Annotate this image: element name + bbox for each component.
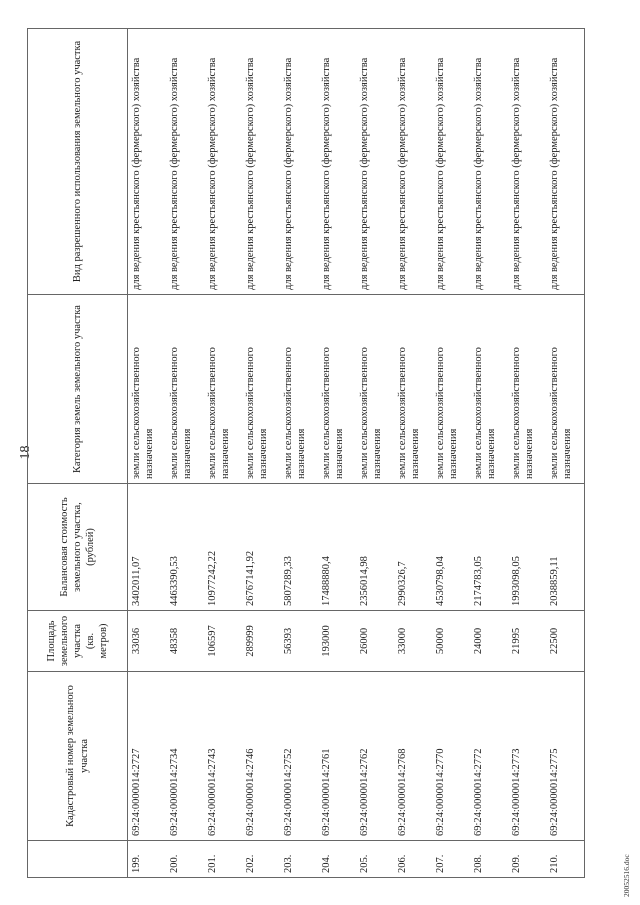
- permitted-use: для ведения крестьянского (фермерского) хозяйства: [280, 29, 318, 295]
- plot-area: 193000: [318, 611, 356, 672]
- row-number: 209.: [508, 841, 546, 878]
- cadastral-number: 69:24:0000014:2772: [470, 672, 508, 841]
- table-row: [280, 29, 318, 878]
- table-row: [546, 29, 585, 878]
- permitted-use: для ведения крестьянского (фермерского) хозяйства: [356, 29, 394, 295]
- table-row: [470, 29, 508, 878]
- cadastral-number: 69:24:0000014:2752: [280, 672, 318, 841]
- permitted-use: для ведения крестьянского (фермерского) хозяйства: [432, 29, 470, 295]
- header-land-category: Категория земель земельного участка: [28, 295, 128, 484]
- row-number: 206.: [394, 841, 432, 878]
- balance-cost: 26767141,92: [242, 484, 280, 611]
- land-category: земли сельскохозяйственного назначения: [128, 295, 167, 484]
- land-category: земли сельскохозяйственного назначения: [546, 295, 585, 484]
- header-balance-cost: Балансовая стоимость земельного участка, (рублей): [28, 484, 128, 611]
- cadastral-number: 69:24:0000014:2762: [356, 672, 394, 841]
- document-filename: 20052516.doc: [622, 854, 631, 897]
- land-category: земли сельскохозяйственного назначения: [204, 295, 242, 484]
- row-number: 208.: [470, 841, 508, 878]
- plot-area: 289999: [242, 611, 280, 672]
- row-number: 203.: [280, 841, 318, 878]
- balance-cost: 2038859,11: [546, 484, 585, 611]
- row-number: 204.: [318, 841, 356, 878]
- plot-area: 22500: [546, 611, 585, 672]
- row-number: 205.: [356, 841, 394, 878]
- plot-area: 106597: [204, 611, 242, 672]
- table-row: [508, 29, 546, 878]
- plot-area: 21995: [508, 611, 546, 672]
- land-category: земли сельскохозяйственного назначения: [394, 295, 432, 484]
- table-row: [432, 29, 470, 878]
- land-category: земли сельскохозяйственного назначения: [356, 295, 394, 484]
- land-category: земли сельскохозяйственного назначения: [166, 295, 204, 484]
- land-category: земли сельскохозяйственного назначения: [508, 295, 546, 484]
- row-number: 200.: [166, 841, 204, 878]
- plot-area: 33000: [394, 611, 432, 672]
- plot-area: 26000: [356, 611, 394, 672]
- balance-cost: 5807289,33: [280, 484, 318, 611]
- permitted-use: для ведения крестьянского (фермерского) хозяйства: [546, 29, 585, 295]
- cadastral-number: 69:24:0000014:2761: [318, 672, 356, 841]
- table-row: [166, 29, 204, 878]
- cadastral-number: 69:24:0000014:2743: [204, 672, 242, 841]
- table-row: [204, 29, 242, 878]
- land-category: земли сельскохозяйственного назначения: [470, 295, 508, 484]
- land-category: земли сельскохозяйственного назначения: [318, 295, 356, 484]
- cadastral-number: 69:24:0000014:2770: [432, 672, 470, 841]
- plot-area: 50000: [432, 611, 470, 672]
- cadastral-number: 69:24:0000014:2775: [546, 672, 585, 841]
- land-category: земли сельскохозяйственного назначения: [432, 295, 470, 484]
- header-area: Площадь земельного участка (кв. метров): [28, 611, 128, 672]
- balance-cost: 10977242,22: [204, 484, 242, 611]
- row-number: 210.: [546, 841, 585, 878]
- balance-cost: 4530798,04: [432, 484, 470, 611]
- table-row: [242, 29, 280, 878]
- cadastral-number: 69:24:0000014:2746: [242, 672, 280, 841]
- row-number: 207.: [432, 841, 470, 878]
- row-number: 199.: [128, 841, 167, 878]
- header-number: [28, 841, 128, 878]
- plot-area: 56393: [280, 611, 318, 672]
- permitted-use: для ведения крестьянского (фермерского) хозяйства: [128, 29, 167, 295]
- permitted-use: для ведения крестьянского (фермерского) хозяйства: [242, 29, 280, 295]
- land-plot-table: [27, 28, 585, 878]
- table-header-row: [28, 29, 128, 878]
- land-category: земли сельскохозяйственного назначения: [242, 295, 280, 484]
- plot-area: 48358: [166, 611, 204, 672]
- balance-cost: 4463390,53: [166, 484, 204, 611]
- balance-cost: 1993098,05: [508, 484, 546, 611]
- table-row: [394, 29, 432, 878]
- permitted-use: для ведения крестьянского (фермерского) хозяйства: [508, 29, 546, 295]
- cadastral-number: 69:24:0000014:2734: [166, 672, 204, 841]
- header-cadastral-number: Кадастровый номер земельного участка: [28, 672, 128, 841]
- balance-cost: 2174783,05: [470, 484, 508, 611]
- plot-area: 33036: [128, 611, 167, 672]
- permitted-use: для ведения крестьянского (фермерского) хозяйства: [204, 29, 242, 295]
- table-row: [356, 29, 394, 878]
- plot-area: 24000: [470, 611, 508, 672]
- header-permitted-use: Вид разрешенного использования земельного участка: [28, 29, 128, 295]
- permitted-use: для ведения крестьянского (фермерского) хозяйства: [166, 29, 204, 295]
- row-number: 202.: [242, 841, 280, 878]
- balance-cost: 2356014,98: [356, 484, 394, 611]
- page-number: 18: [18, 445, 33, 460]
- land-category: земли сельскохозяйственного назначения: [280, 295, 318, 484]
- permitted-use: для ведения крестьянского (фермерского) хозяйства: [470, 29, 508, 295]
- table-row: [128, 29, 167, 878]
- balance-cost: 17488880,4: [318, 484, 356, 611]
- cadastral-number: 69:24:0000014:2727: [128, 672, 167, 841]
- row-number: 201.: [204, 841, 242, 878]
- permitted-use: для ведения крестьянского (фермерского) хозяйства: [394, 29, 432, 295]
- permitted-use: для ведения крестьянского (фермерского) хозяйства: [318, 29, 356, 295]
- table-row: [318, 29, 356, 878]
- balance-cost: 2990326,7: [394, 484, 432, 611]
- cadastral-number: 69:24:0000014:2768: [394, 672, 432, 841]
- cadastral-number: 69:24:0000014:2773: [508, 672, 546, 841]
- balance-cost: 3402011,07: [128, 484, 167, 611]
